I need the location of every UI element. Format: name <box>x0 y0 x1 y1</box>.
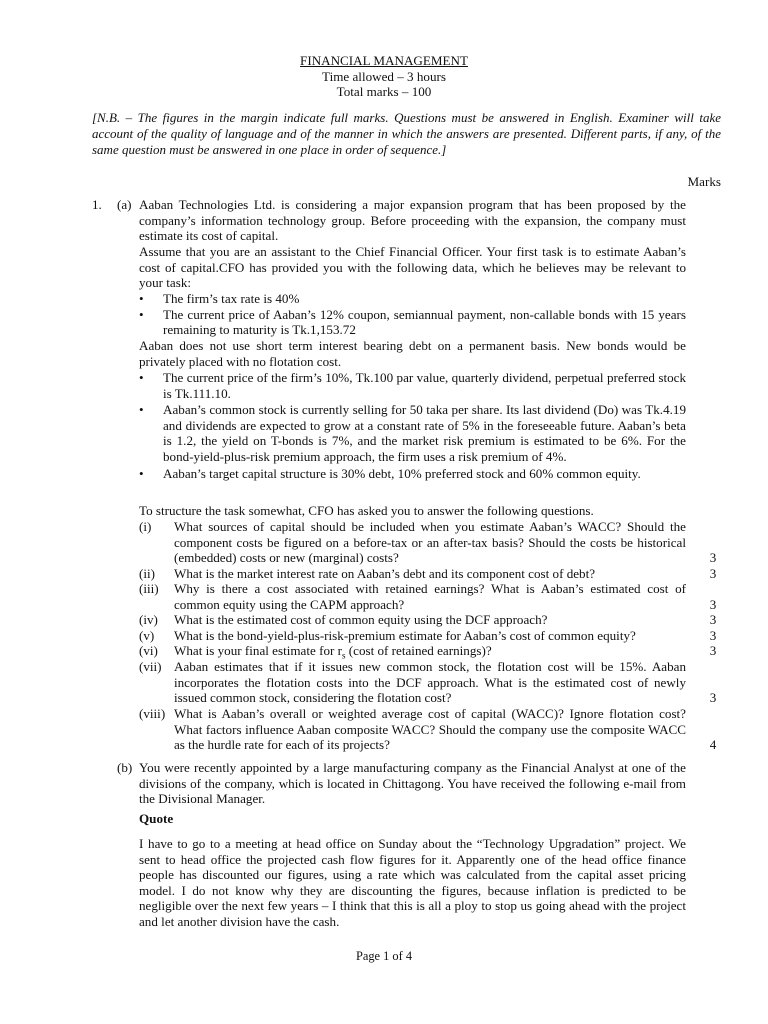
sub-question-viii <box>139 706 686 753</box>
question-marks: 3 <box>709 690 717 705</box>
sub-question-text: What is the market interest rate on Aaban’s debt and its component cost of debt? <box>174 566 596 581</box>
sub-question-text: Why is there a cost associated with retained earnings? What is Aaban’s estimated cost of common equity using the CAPM approach? <box>174 581 686 612</box>
part-a-intro: Aaban Technologies Ltd. is considering a major expansion program that has been proposed by the company’s information technology group. Before proceeding with the expansion, the company must estimate its cost of capital. <box>139 197 686 244</box>
question-marks: 3 <box>709 643 717 658</box>
question-marks: 3 <box>709 628 717 643</box>
structure-paragraph: To structure the task somewhat, CFO has asked you to answer the following questions. <box>139 503 594 518</box>
exam-title: FINANCIAL MANAGEMENT <box>300 53 468 68</box>
sub-question-text: What sources of capital should be included when you estimate Aaban’s WACC? Should the component costs be figured on a before-tax or an after-tax basis? Should the costs be historical (embedded) costs or new (marginal) costs? <box>174 519 686 566</box>
sub-question-number: (ii) <box>139 566 155 581</box>
sub-question-text: What is your final estimate for $r_s$ (cost of retained earnings)? <box>174 643 492 661</box>
list-item: • The current price of the firm’s 10%, Tk.100 par value, quarterly dividend, perpetual preferred stock is Tk.111.10. <box>139 370 686 401</box>
question-number: 1. <box>92 197 102 212</box>
question-marks: 3 <box>709 566 717 581</box>
sub-question-number: (i) <box>139 519 152 534</box>
sub-question-number: (viii) <box>139 706 166 721</box>
part-a-label: (a) <box>117 197 132 212</box>
list-item: • Aaban’s target capital structure is 30% debt, 10% preferred stock and 60% common equity. <box>139 465 641 481</box>
short-term-debt-paragraph: Aaban does not use short term interest bearing debt on a permanent basis. New bonds would be privately placed with no flotation cost. <box>139 338 686 369</box>
part-b-text: You were recently appointed by a large manufacturing company as the Financial Analyst at one of the divisions of the company, which is located in Chittagong. You have received the following e-mail from the Divisional Manager. <box>139 760 686 807</box>
sub-question-number: (vi) <box>139 643 158 658</box>
sub-question-i <box>139 519 686 566</box>
total-marks: Total marks – 100 <box>336 84 432 100</box>
sub-question-number: (vii) <box>139 659 162 674</box>
instructions-note: [N.B. – The figures in the margin indicate full marks. Questions must be answered in English. Examiner will take account of the quality of language and of the manner in which the answers are presented. Different parts, if any, of the same question must be answered in one place in order of sequence.] <box>92 110 721 157</box>
sub-question-v <box>139 628 686 644</box>
data-bullets-1 <box>139 291 686 338</box>
sub-question-text: What is the bond-yield-plus-risk-premium estimate for Aaban’s cost of common equity? <box>174 628 636 643</box>
quote-text: I have to go to a meeting at head office on Sunday about the “Technology Upgradation” project. We sent to head office the projected cash flow figures for it. Apparently one of the head office finance people has discounted our figures, using a rate which was calculated from the capital asset pricing model. I do not know why they are discounting the figures, because inflation is predicted to be negligible over the next few years – I think that this is all a ploy to stop us going ahead with the project and let another division have the cash. <box>139 836 686 929</box>
sub-question-number: (v) <box>139 628 155 643</box>
sub-question-text: What is the estimated cost of common equity using the DCF approach? <box>174 612 548 627</box>
list-item: • Aaban’s common stock is currently selling for 50 taka per share. Its last dividend (Do) was Tk.4.19 and dividends are expected to grow at a constant rate of 5% in the foreseeable future. Aaban’s beta is 1.2, the yield on T-bonds is 7%, and the market risk premium is estimated to be 6%. For the bond-yield-plus-risk premium approach, the firm uses a risk premium of 4%. <box>139 402 686 464</box>
question-marks: 3 <box>709 550 717 565</box>
page-number: Page 1 of 4 <box>355 949 413 963</box>
sub-question-number: (iv) <box>139 612 158 627</box>
data-bullets-2 <box>139 370 686 481</box>
time-allowed: Time allowed – 3 hours <box>322 68 446 84</box>
quote-label: Quote <box>139 811 174 826</box>
question-marks: 3 <box>709 597 717 612</box>
list-item: • The firm’s tax rate is 40% <box>139 291 300 306</box>
sub-question-iv <box>139 612 686 628</box>
marks-column-heading: Marks <box>687 174 721 189</box>
part-b-label: (b) <box>117 760 133 775</box>
sub-question-vii <box>139 659 686 706</box>
list-item: • The current price of Aaban’s 12% coupon, semiannual payment, non-callable bonds with 15 years remaining to maturity is Tk.1,153.72 <box>139 306 686 338</box>
question-marks: 4 <box>709 737 717 752</box>
question-marks: 3 <box>709 612 717 627</box>
sub-question-ii <box>139 566 686 582</box>
sub-question-text: What is Aaban’s overall or weighted average cost of capital (WACC)? Ignore flotation cost? What factors influence Aaban composite WACC? Should the company use the composite WACC as the hurdle rate for each of its projects? <box>174 706 686 753</box>
sub-question-number: (iii) <box>139 581 159 596</box>
sub-question-text: Aaban estimates that if it issues new common stock, the flotation cost will be 15%. Aaban incorporates the flotation costs into the DCF approach. What is the estimated cost of newly issued common stock, considering the flotation cost? <box>174 659 686 706</box>
assistant-paragraph: Assume that you are an assistant to the Chief Financial Officer. Your first task is to estimate Aaban’s cost of capital.CFO has provided you with the following data, which he believes may be relevant to your task: <box>139 244 686 291</box>
sub-question-iii <box>139 581 686 612</box>
exam-header <box>0 53 768 100</box>
